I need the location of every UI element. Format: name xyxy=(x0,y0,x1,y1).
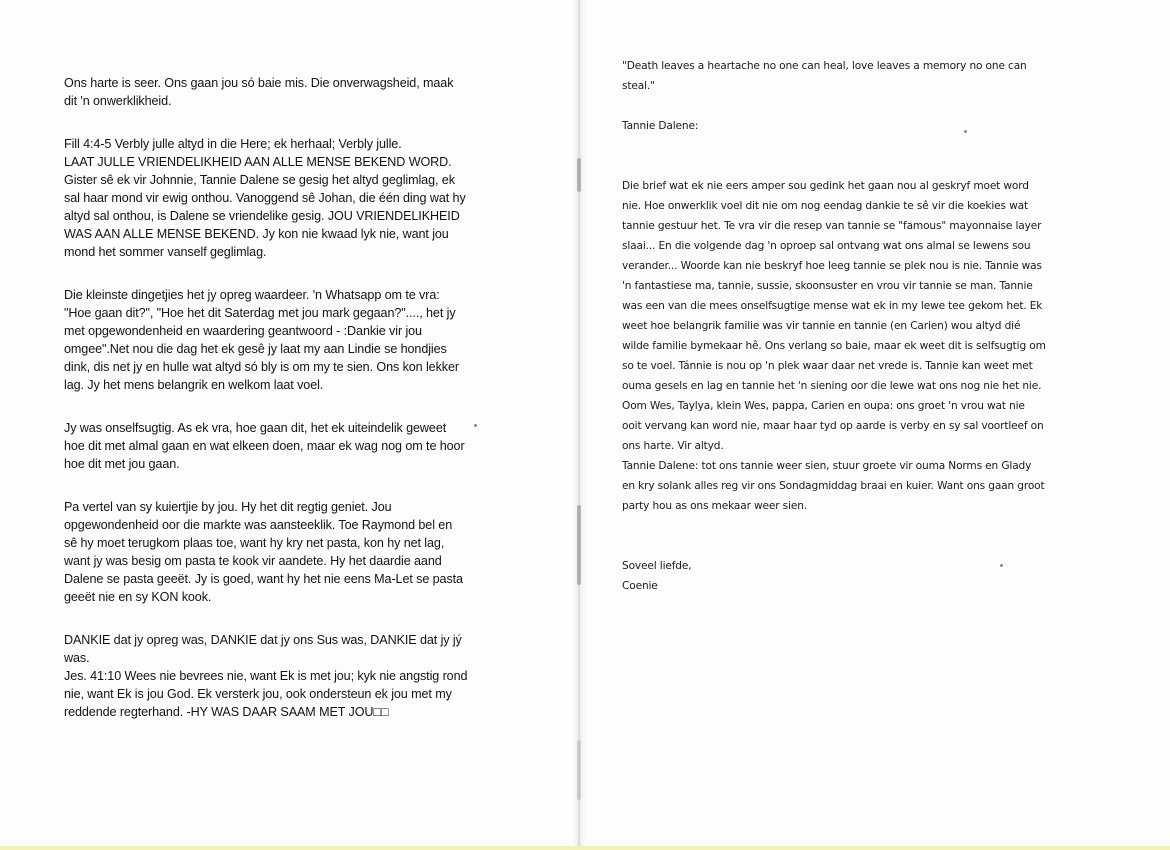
text-line: ooit vervang kan word nie, maar haar tyd op aarde is verby en sy sal voortleef on xyxy=(622,420,1044,432)
sign-off xyxy=(622,556,1072,596)
text-line: 'n fantastiese ma, tannie, sussie, skoonsuster en vrou vir tannie se man. Tannie xyxy=(622,280,1033,292)
text-line: en kry solank alles reg vir ons Sondagmiddag braai en kuier. Want ons gaan groot xyxy=(622,480,1045,492)
text-line: steal." xyxy=(622,80,655,92)
scan-speck xyxy=(1000,564,1003,567)
text-line: Soveel liefde, xyxy=(622,560,692,572)
text-line: nie. Hoe onwerklik voel dit nie om nog eendag dankie te sê vir die koekies wat xyxy=(622,200,1028,212)
text-line: Dalene se pasta geeët. Jy is goed, want hy het nie eens Ma-Let se pasta xyxy=(64,572,463,586)
text-line: omgee".Net nou die dag het ek gesê jy laat my aan Lindie se hondjies xyxy=(64,342,447,356)
text-line: "Death leaves a heartache no one can heal, love leaves a memory no one can xyxy=(622,60,1027,72)
text-line: dit 'n onwerklikheid. xyxy=(64,94,172,108)
right-page xyxy=(586,0,1170,850)
text-line: DANKIE dat jy opreg was, DANKIE dat jy ons Sus was, DANKIE dat jy jý xyxy=(64,633,462,647)
scan-speck xyxy=(964,130,967,133)
text-line: ouma gesels en lag en tannie het 'n siening oor die lewe wat ons nog nie het nie. xyxy=(622,380,1042,392)
text-line: nie, want Ek is jou God. Ek versterk jou, ook ondersteun ek jou met my xyxy=(64,687,452,701)
text-line: verander... Woorde kan nie beskryf hoe leeg tannie se plek nou is nie. Tannie was xyxy=(622,260,1042,272)
text-line: Tannie Dalene: tot ons tannie weer sien, stuur groete vir ouma Norms en Glady xyxy=(622,460,1032,472)
text-line: Die brief wat ek nie eers amper sou gedink het gaan nou al geskryf moet word xyxy=(622,180,1029,192)
fold-crease-mark xyxy=(577,158,581,192)
page-bottom-edge xyxy=(0,846,1170,850)
text-line: tannie gestuur het. Te vra vir die resep van tannie se "famous" mayonnaise layer xyxy=(622,220,1042,232)
left-paragraph-6 xyxy=(64,631,534,721)
text-line: Gister sê ek vir Johnnie, Tannie Dalene se gesig het altyd geglimlag, ek xyxy=(64,173,455,187)
fold-crease-mark xyxy=(577,505,581,585)
page-fold xyxy=(572,0,586,850)
text-line: slaai... En die volgende dag 'n oproep sal ontvang wat ons almal se lewens sou xyxy=(622,240,1031,252)
text-line: party hou as ons mekaar weer sien. xyxy=(622,500,807,512)
text-line: Die kleinste dingetjies het jy opreg waardeer. 'n Whatsapp om te vra: xyxy=(64,288,440,302)
text-line: was. xyxy=(64,651,90,665)
text-line: sê hy moet terugkom plaas toe, want hy kry net pasta, kon hy net lag, xyxy=(64,536,445,550)
text-line: met opgewondenheid en waardering geantwoord - :Dankie vir jou xyxy=(64,324,422,338)
text-line: Jes. 41:10 Wees nie bevrees nie, want Ek is met jou; kyk nie angstig rond xyxy=(64,669,468,683)
text-line: Tannie Dalene: xyxy=(622,120,699,132)
quote-paragraph xyxy=(622,56,1072,96)
left-paragraph-2 xyxy=(64,135,534,261)
text-line: wilde familie bymekaar hê. Ons verlang so baie, maar ek weet dit is selfsugtig om xyxy=(622,340,1046,352)
right-page-text xyxy=(622,56,1072,596)
text-line: geeët nie en sy KON kook. xyxy=(64,590,212,604)
text-line: opgewondenheid oor die markte was aansteeklik. Toe Raymond bel en xyxy=(64,518,453,532)
text-line: altyd sal onthou, is Dalene se vriendelike gesig. JOU VRIENDELIKHEID xyxy=(64,209,460,223)
text-line: was een van die mees onselfsugtige mense wat ek in my lewe tee gekom het. Ek xyxy=(622,300,1043,312)
fold-crease-mark xyxy=(577,740,581,800)
text-line: sal haar mond vir ewig onthou. Vanoggend sê Johan, die één ding wat hy xyxy=(64,191,466,205)
salutation xyxy=(622,116,1072,136)
text-line: Coenie xyxy=(622,580,658,592)
left-page xyxy=(0,0,572,850)
text-line: Ons harte is seer. Ons gaan jou só baie mis. Die onverwagsheid, maak xyxy=(64,76,454,90)
text-line: Fill 4:4-5 Verbly julle altyd in die Here; ek herhaal; Verbly julle. xyxy=(64,137,402,151)
text-line: Oom Wes, Taylya, klein Wes, pappa, Carien en oupa: ons groet 'n vrou wat nie xyxy=(622,400,1025,412)
text-line: hoe dit met almal gaan en wat elkeen doen, maar ek wag nog om te hoor xyxy=(64,439,465,453)
text-line: LAAT JULLE VRIENDELIKHEID AAN ALLE MENSE BEKEND WORD. xyxy=(64,155,452,169)
letter-body xyxy=(622,176,1072,516)
scan-speck xyxy=(474,424,477,427)
left-paragraph-1 xyxy=(64,74,534,110)
text-line: reddende regterhand. -HY WAS DAAR SAAM MET JOU□□ xyxy=(64,705,389,719)
left-page-text xyxy=(64,74,534,721)
text-line: weet hoe belangrik familie was vir tannie en tannie (en Carien) wou altyd dié xyxy=(622,320,1021,332)
text-line: lag. Jy het mens belangrik en welkom laat voel. xyxy=(64,378,324,392)
text-line: Jy was onselfsugtig. As ek vra, hoe gaan dit, het ek uiteindelik geweet xyxy=(64,421,447,435)
left-paragraph-5 xyxy=(64,498,534,606)
text-line: ons harte. Vir altyd. xyxy=(622,440,724,452)
text-line: so te voel. Tánnie is nou op 'n plek waar daar net vrede is. Tannie kan weet met xyxy=(622,360,1033,372)
left-paragraph-3 xyxy=(64,286,534,394)
text-line: mond het sommer vanself geglimlag. xyxy=(64,245,267,259)
left-paragraph-4 xyxy=(64,419,534,473)
text-line: dink, dis net jy en hulle wat altyd só bly is om my te sien. Ons kon lekker xyxy=(64,360,459,374)
text-line: Pa vertel van sy kuiertjie by jou. Hy het dit regtig geniet. Jou xyxy=(64,500,392,514)
text-line: "Hoe gaan dit?", "Hoe het dit Saterdag met jou mark gegaan?"...., het jy xyxy=(64,306,456,320)
text-line: WAS AAN ALLE MENSE BEKEND. Jy kon nie kwaad lyk nie, want jou xyxy=(64,227,449,241)
text-line: hoe dit met jou gaan. xyxy=(64,457,180,471)
text-line: want jy was besig om pasta te kook vir aandete. Hy het daardie aand xyxy=(64,554,442,568)
